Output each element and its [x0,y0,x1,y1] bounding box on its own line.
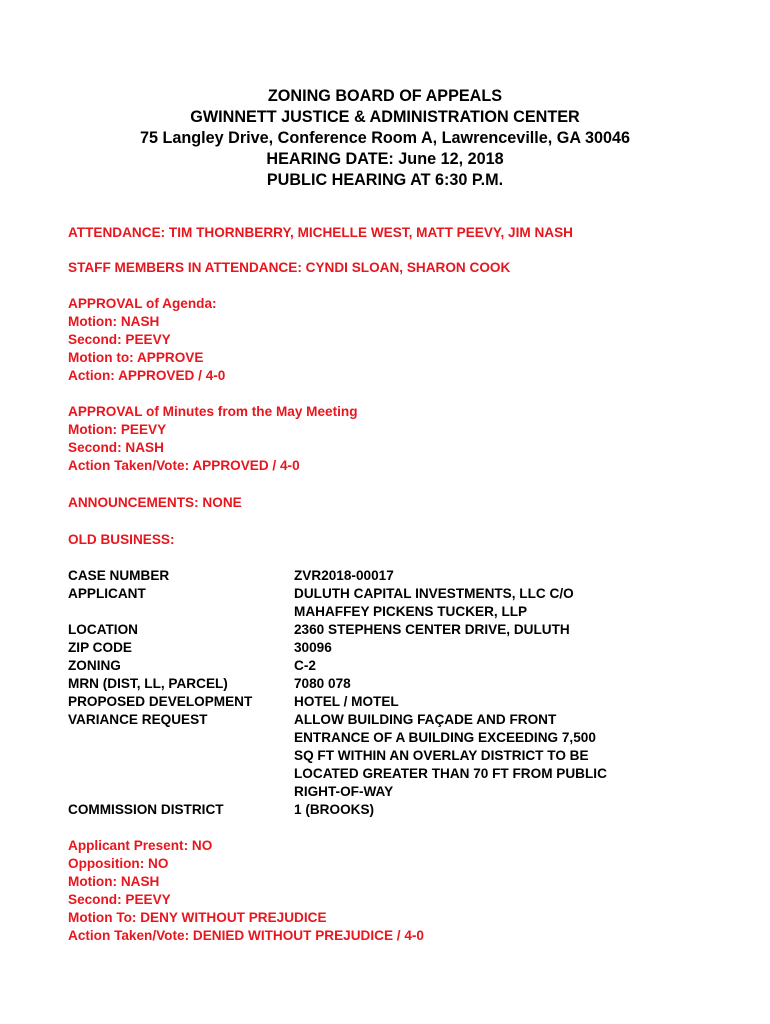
variance-line: LOCATED GREATER THAN 70 FT FROM PUBLIC [294,766,607,781]
commission-district-value: 1 (BROOKS) [294,802,375,817]
agenda-action: Action: APPROVED / 4-0 [68,368,226,383]
location-value: 2360 STEPHENS CENTER DRIVE, DULUTH [294,622,570,637]
variance-line: SQ FT WITHIN AN OVERLAY DISTRICT TO BE [294,748,589,763]
zoning-value: C-2 [294,658,316,673]
result-second-line: Second: PEEVY [68,892,171,907]
commission-district-label: COMMISSION DISTRICT [68,802,224,817]
proposed-development-label: PROPOSED DEVELOPMENT [68,694,253,709]
agenda-motion: Motion: NASH [68,314,160,329]
applicant-label: APPLICANT [68,586,146,601]
agenda-title: APPROVAL of Agenda: [68,296,217,311]
result-action-line: Action Taken/Vote: DENIED WITHOUT PREJUDICE / 4-0 [68,928,424,943]
agenda-motion-to: Motion to: APPROVE [68,350,204,365]
agenda-approval-section [68,295,748,385]
zoning-row [68,657,748,675]
header-venue: GWINNETT JUSTICE & ADMINISTRATION CENTER [190,108,580,126]
zoning-label: ZONING [68,658,121,673]
applicant-row [68,585,748,621]
minutes-title: APPROVAL of Minutes from the May Meeting [68,404,358,419]
mrn-row [68,675,748,693]
opposition-line: Opposition: NO [68,856,169,871]
result-motion-line: Motion: NASH [68,874,160,889]
header-hearing-time: PUBLIC HEARING AT 6:30 P.M. [266,171,504,189]
applicant-present-line: Applicant Present: NO [68,838,213,853]
proposed-development-row [68,693,748,711]
minutes-motion: Motion: PEEVY [68,422,167,437]
zip-code-row [68,639,748,657]
mrn-value: 7080 078 [294,676,351,691]
case-details-table [68,567,748,819]
old-business-heading: OLD BUSINESS: [68,532,175,547]
minutes-action: Action Taken/Vote: APPROVED / 4-0 [68,458,300,473]
variance-request-row [68,711,748,801]
location-row [68,621,748,639]
proposed-development-value: HOTEL / MOTEL [294,694,399,709]
case-number-label: CASE NUMBER [68,568,170,583]
agenda-second: Second: PEEVY [68,332,171,347]
minutes-approval-section [68,403,748,475]
document-body [68,224,748,945]
variance-line: RIGHT-OF-WAY [294,784,394,799]
header-title: ZONING BOARD OF APPEALS [267,87,503,105]
header-address: 75 Langley Drive, Conference Room A, Lawrenceville, GA 30046 [139,129,630,147]
minutes-second: Second: NASH [68,440,164,455]
announcements-line: ANNOUNCEMENTS: NONE [68,495,242,510]
document-header [0,86,770,191]
result-motion-to-line: Motion To: DENY WITHOUT PREJUDICE [68,910,327,925]
case-number-value: ZVR2018-00017 [294,568,394,583]
zip-code-label: ZIP CODE [68,640,132,655]
applicant-line: DULUTH CAPITAL INVESTMENTS, LLC C/O [294,586,574,601]
mrn-label: MRN (DIST, LL, PARCEL) [68,676,228,691]
variance-line: ENTRANCE OF A BUILDING EXCEEDING 7,500 [294,730,596,745]
case-result-section [68,837,748,945]
variance-request-label: VARIANCE REQUEST [68,712,208,727]
header-hearing-date: HEARING DATE: June 12, 2018 [266,150,504,168]
commission-district-row [68,801,748,819]
location-label: LOCATION [68,622,138,637]
zip-code-value: 30096 [294,640,332,655]
staff-attendance-line: STAFF MEMBERS IN ATTENDANCE: CYNDI SLOAN, SHARON COOK [68,260,511,275]
applicant-value [294,585,748,621]
case-number-row [68,567,748,585]
applicant-line: MAHAFFEY PICKENS TUCKER, LLP [294,604,528,619]
attendance-line: ATTENDANCE: TIM THORNBERRY, MICHELLE WEST, MATT PEEVY, JIM NASH [68,225,573,240]
variance-line: ALLOW BUILDING FAÇADE AND FRONT [294,712,557,727]
variance-request-value [294,711,748,801]
